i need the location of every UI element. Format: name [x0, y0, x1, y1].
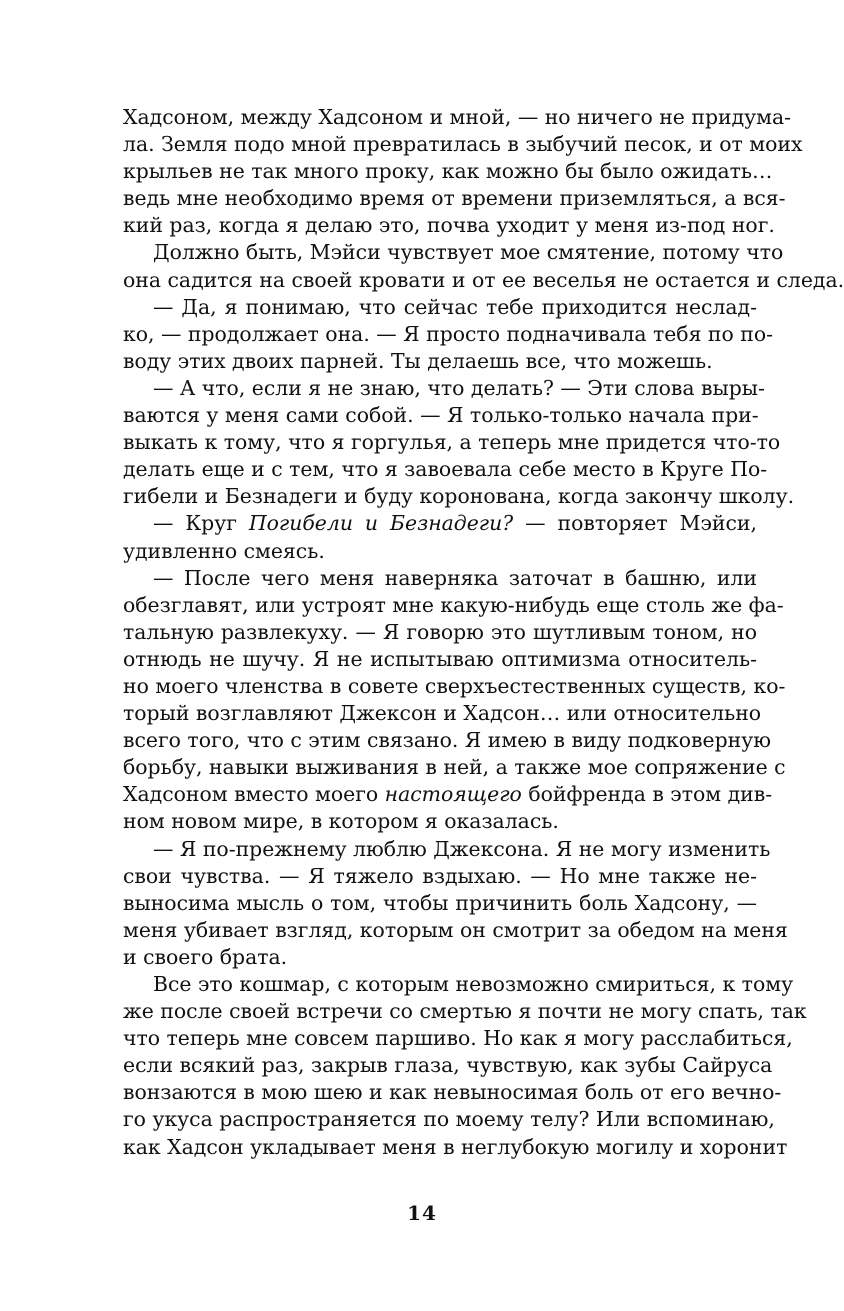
text-segment: — Да, я понимаю, что сейчас тебе приходится неслад- — [153, 294, 757, 319]
text-segment: и своего брата. — [123, 944, 288, 969]
text-segment: делать еще и с тем, что я завоевала себе место в Круге По- — [123, 457, 768, 482]
text-line — [123, 483, 795, 510]
text-line — [123, 212, 775, 239]
page-body-text — [123, 104, 844, 1161]
text-line — [123, 998, 807, 1025]
text-segment: ведь мне необходимо время от времени приземляться, а вся- — [123, 186, 786, 211]
text-line — [123, 565, 757, 592]
text-line — [123, 619, 757, 646]
text-segment: ном новом мире, в котором я оказалась. — [123, 809, 559, 834]
text-segment: — Круг — [153, 511, 249, 536]
text-segment: ла. Земля подо мной превратилась в зыбучий песок, и от моих — [123, 132, 803, 157]
text-segment: — После чего меня наверняка заточат в башню, или — [153, 565, 757, 590]
text-segment: же после своей встречи со смертью я почти не могу спать, так — [123, 999, 807, 1024]
emphasized-text: Погибели и Безнадеги? — [248, 511, 514, 536]
text-line — [123, 538, 757, 565]
text-line — [123, 890, 757, 917]
text-line — [123, 781, 773, 808]
text-segment: выносима мысль о том, чтобы причинить боль Хадсону, — — [123, 890, 757, 915]
text-line — [123, 700, 762, 727]
text-segment: но моего членства в совете сверхъестественных существ, ко- — [123, 673, 786, 698]
text-line — [123, 402, 757, 429]
text-line — [123, 863, 757, 890]
text-line — [123, 456, 768, 483]
text-line — [123, 1052, 773, 1079]
text-line — [123, 104, 792, 131]
text-line — [123, 185, 786, 212]
text-segment: гибели и Безнадеги и буду коронована, когда закончу школу. — [123, 484, 795, 509]
text-line — [123, 754, 786, 781]
text-segment: она садится на своей кровати и от ее веселья не остается и следа. — [123, 267, 844, 292]
text-segment: крыльев не так много проку, как можно бы было ожидать… — [123, 159, 773, 184]
text-line — [123, 375, 765, 402]
text-segment: борьбу, навыки выживания в ней, а также мое сопряжение с — [123, 755, 786, 780]
text-segment: ваются у меня сами собой. — Я только-только начала при- — [123, 403, 759, 428]
text-segment: Хадсоном вместо моего — [123, 782, 385, 807]
text-line — [123, 592, 784, 619]
text-segment: торый возглавляют Джексон и Хадсон… или относительно — [123, 701, 762, 726]
text-line — [123, 917, 788, 944]
text-segment: обезглавят, или устроят мне какую-нибудь еще столь же фа- — [123, 592, 784, 617]
text-line — [123, 944, 757, 971]
text-segment: воду этих двоих парней. Ты делаешь все, что можешь. — [123, 348, 713, 373]
text-line — [123, 1025, 793, 1052]
text-segment: Все это кошмар, с которым невозможно смириться, к тому — [153, 972, 794, 996]
text-segment: как Хадсон укладывает меня в неглубокую могилу и хоронит — [123, 1134, 788, 1159]
text-line — [123, 646, 757, 673]
text-segment: вонзаются в мою шею и как невыносимая боль от его вечно- — [123, 1080, 782, 1105]
text-line — [123, 673, 786, 700]
text-segment: удивленно смеясь. — [123, 538, 325, 563]
text-segment: го укуса распространяется по моему телу? Или вспоминаю, — [123, 1107, 775, 1132]
text-segment: меня убивает взгляд, которым он смотрит за обедом на меня — [123, 917, 788, 942]
text-line — [123, 158, 773, 185]
text-line — [123, 1079, 782, 1106]
text-line — [123, 294, 757, 321]
text-segment: бойфренда в этом див- — [521, 782, 773, 807]
page-number: 14 — [407, 1201, 437, 1225]
text-line — [123, 267, 844, 294]
text-segment: отнюдь не шучу. Я не испытываю оптимизма относитель- — [123, 646, 757, 671]
text-line — [123, 1134, 788, 1161]
text-line — [123, 836, 771, 863]
text-line — [123, 971, 794, 998]
text-line — [123, 727, 771, 754]
text-segment: выкать к тому, что я горгулья, а теперь мне придется что-то — [123, 430, 781, 455]
text-segment: — А что, если я не знаю, что делать? — Эти слова выры- — [153, 375, 765, 400]
text-segment: — Я по-прежнему люблю Джексона. Я не могу изменить — [153, 836, 771, 861]
text-segment: всего того, что с этим связано. Я имею в виду подковерную — [123, 728, 771, 753]
text-line — [123, 239, 784, 266]
text-line — [123, 348, 757, 375]
text-segment: что теперь мне совсем паршиво. Но как я могу расслабиться, — [123, 1026, 793, 1051]
text-segment: свои чувства. — Я тяжело вздыхаю. — Но мне также не- — [123, 863, 757, 888]
text-segment: кий раз, когда я делаю это, почва уходит у меня из-под ног. — [123, 213, 775, 238]
text-line — [123, 321, 774, 348]
text-line — [123, 131, 803, 158]
text-segment: Хадсоном, между Хадсоном и мной, — но ничего не придума- — [123, 105, 792, 129]
text-segment: Должно быть, Мэйси чувствует мое смятение, потому что — [153, 240, 784, 265]
text-line — [123, 808, 757, 835]
text-segment: ко, — продолжает она. — Я просто подначивала тебя по по- — [123, 321, 774, 346]
text-segment: если всякий раз, закрыв глаза, чувствую, как зубы Сайруса — [123, 1053, 773, 1078]
emphasized-text: настоящего — [384, 782, 522, 807]
text-line — [123, 429, 781, 456]
text-segment: тальную развлекуху. — Я говорю это шутливым тоном, но — [123, 619, 757, 644]
text-segment: — повторяет Мэйси, — [513, 511, 757, 536]
text-line — [123, 510, 757, 537]
text-line — [123, 1106, 775, 1133]
